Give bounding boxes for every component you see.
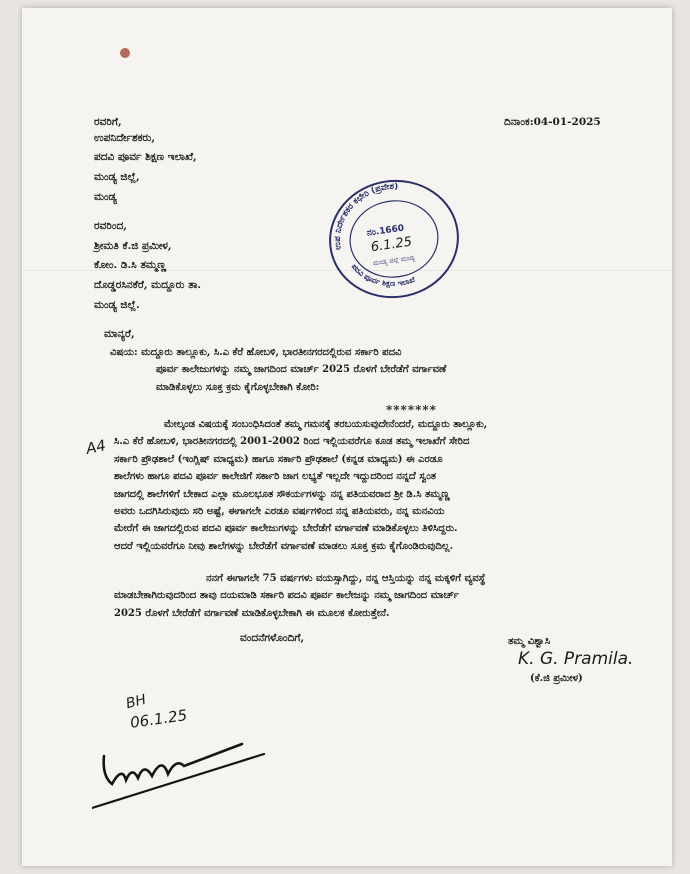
body-line: ಮೇರೆಗೆ ಈ ಜಾಗದಲ್ಲಿರುವ ಪದವಿ ಪೂರ್ವ ಕಾಲೇಜುಗಳನ್ನು ಬೇರೆಡೆಗೆ ವರ್ಗಾವಣೆ ಮಾಡಿಕೊಳ್ಳಲು ತಿಳಿಸಿದ್ದರು. (114, 523, 458, 535)
separator: ******* (386, 403, 437, 417)
body-line: 2025 ರೊಳಗೆ ಬೇರೆಡೆಗೆ ವರ್ಗಾವಣೆ ಮಾಡಿಕೊಳ್ಳಬೇಕಾಗಿ ಈ ಮೂಲಕ ಕೋರುತ್ತೇನೆ. (114, 607, 390, 619)
received-date: 06.1.25 (129, 706, 189, 732)
to-line: ಮಂಡ್ಯ ಜಿಲ್ಲೆ, (94, 171, 140, 183)
closing: ವಂದನೆಗಳೊಂದಿಗೆ, (240, 632, 305, 644)
body-paragraph (114, 416, 604, 555)
to-heading: ರವರಿಗೆ, (94, 116, 122, 128)
to-line: ಉಪನಿರ್ದೇಶಕರು, (94, 132, 155, 144)
signer-name: (ಕೆ.ಜಿ ಪ್ರಮೀಳ) (530, 673, 583, 684)
body-paragraph (114, 570, 604, 622)
received-initials: BH (124, 691, 148, 713)
signoff: ತಮ್ಮ ವಿಶ್ವಾಸಿ (508, 636, 551, 647)
subject-line: ವಿಷಯ: ಮದ್ದೂರು ತಾಲ್ಲೂಕು, ಸಿ.ಎ ಕೆರೆ ಹೋಬಳಿ, ಭಾರತೀನಗರದಲ್ಲಿರುವ ಸರ್ಕಾರಿ ಪದವಿ (110, 347, 402, 358)
salutation: ಮಾನ್ಯರೆ, (104, 328, 135, 340)
seal-date: 6.1.25 (369, 234, 413, 256)
subject-line: ಮಾಡಿಕೊಳ್ಳಲು ಸೂಕ್ತ ಕ್ರಮ ಕೈಗೊಳ್ಳಬೇಕಾಗಿ ಕೋರಿ: (156, 381, 320, 393)
letter-date: ದಿನಾಂಕ:04-01-2025 (504, 116, 601, 128)
handwritten-signature: K. G. Pramila. (518, 649, 634, 669)
letter-page (22, 8, 672, 866)
to-line: ಪದವಿ ಪೂರ್ವ ಶಿಕ್ಷಣ ಇಲಾಖೆ, (94, 151, 197, 163)
subject-line: ಪೂರ್ವ ಕಾಲೇಜುಗಳನ್ನು ನಮ್ಮ ಜಾಗದಿಂದ ಮಾರ್ಚ್ 2025 ರೊಳಗೆ ಬೇರೆಡೆಗೆ ವರ್ಗಾವಣೆ (156, 364, 447, 376)
body-line: ಮಾಡಬೇಕಾಗಿರುವುದರಿಂದ ತಾವು ದಯಮಾಡಿ ಸರ್ಕಾರಿ ಪದವಿ ಪೂರ್ವ ಕಾಲೇಜನ್ನು ನಮ್ಮ ಜಾಗದಿಂದ ಮಾರ್ಚ್ (114, 590, 459, 602)
scribble-signature (92, 736, 282, 816)
body-line: ಅವರು ಒದಗಿಸಿರುವುದು ಸರಿ ಅಷ್ಟೆ, ಈಗಾಗಲೇ ಎರಡೂ ವರ್ಷಗಳಿಂದ ನನ್ನ ಪತಿಯವರು, ನನ್ನ ಮನವಿಯ (114, 506, 445, 518)
body-line: ಶಾಲೆಗಳು ಹಾಗೂ ಪದವಿ ಪೂರ್ವ ಕಾಲೇಜಿಗೆ ಸರ್ಕಾರಿ ಜಾಗ ಲಭ್ಯತೆ ಇಲ್ಲದೇ ಇದ್ದುದರಿಂದ ನನ್ನದೆ ಸ್ವಂತ (114, 471, 437, 483)
seal-inner-text: ಮಂಡ್ಯ ಜಿಲ್ಲೆ ಮಂಡ್ಯ (372, 253, 416, 268)
from-line: ಕೋಂ. ಡಿ.ಸಿ ತಮ್ಮಣ್ಣ (94, 259, 167, 271)
office-seal (324, 176, 464, 302)
from-line: ಮಂಡ್ಯ ಜಿಲ್ಲೆ. (94, 299, 140, 311)
body-line: ನನಗೆ ಈಗಾಗಲೇ 75 ವರ್ಷಗಳು ವಯಸ್ಸಾಗಿದ್ದು, ನನ್ನ ಆಸ್ತಿಯನ್ನು ನನ್ನ ಮಕ್ಕಳಿಗೆ ವ್ಯವಸ್ಥೆ (206, 573, 486, 584)
body-line: ಆದರೆ ಇಲ್ಲಿಯವರೆಗೂ ನೀವು ಶಾಲೆಗಳನ್ನು ಬೇರೆಡೆಗೆ ವರ್ಗಾವಣೆ ಮಾಡಲು ಸೂಕ್ತ ಕ್ರಮ ಕೈಗೊಂಡಿರುವುದಿಲ್ಲ. (114, 540, 454, 552)
seal-outer-text: ಉಪ ನಿರ್ದೇಶಕರ ಕಛೇರಿ (ಪ್ರವೇಶ) (332, 181, 399, 251)
to-line: ಮಂಡ್ಯ (94, 191, 117, 203)
seal-number: ನಂ.1660 (366, 223, 405, 239)
pin-mark (120, 48, 130, 58)
body-line: ಸರ್ಕಾರಿ ಪ್ರೌಢಶಾಲೆ (ಇಂಗ್ಲಿಷ್ ಮಾಧ್ಯಮ) ಹಾಗೂ ಸರ್ಕಾರಿ ಪ್ರೌಢಶಾಲೆ (ಕನ್ನಡ ಮಾಧ್ಯಮ) ಈ ಎರಡೂ (114, 453, 443, 465)
margin-mark: A4 (84, 436, 108, 458)
from-heading: ರವರಿಂದ, (94, 220, 127, 232)
from-line: ದೊಡ್ಡರಸಿನಕೆರೆ, ಮದ್ದೂರು ತಾ. (94, 279, 202, 291)
body-line: ಸಿ.ಎ ಕೆರೆ ಹೋಬಳಿ, ಭಾರತೀನಗರದಲ್ಲಿ 2001-2002 ರಿಂದ ಇಲ್ಲಿಯವರೆಗೂ ಕೂಡ ತಮ್ಮ ಇಲಾಖೆಗೆ ಸೇರಿದ (114, 436, 470, 448)
subject (110, 344, 590, 396)
seal-bottom-text: ಪದವಿ ಪೂರ್ವ ಶಿಕ್ಷಣ ಇಲಾಖೆ (349, 261, 417, 288)
from-line: ಶ್ರೀಮತಿ ಕೆ.ಜಿ ಪ್ರಮೀಳ, (94, 240, 172, 252)
body-line: ಮೇಲ್ಕಂಡ ವಿಷಯಕ್ಕೆ ಸಂಬಂಧಿಸಿದಂತೆ ತಮ್ಮ ಗಮನಕ್ಕೆ ತರಬಯಸುವುದೇನೆಂದರೆ, ಮದ್ದೂರು ತಾಲ್ಲೂಕು, (164, 419, 488, 430)
body-line: ಜಾಗದಲ್ಲಿ ಶಾಲೆಗಳಿಗೆ ಬೇಕಾದ ಎಲ್ಲಾ ಮೂಲಭೂತ ಸೌಕರ್ಯಗಳನ್ನು ನನ್ನ ಪತಿಯವರಾದ ಶ್ರೀ ಡಿ.ಸಿ ತಮ್ಮಣ್ಣ (114, 488, 450, 500)
